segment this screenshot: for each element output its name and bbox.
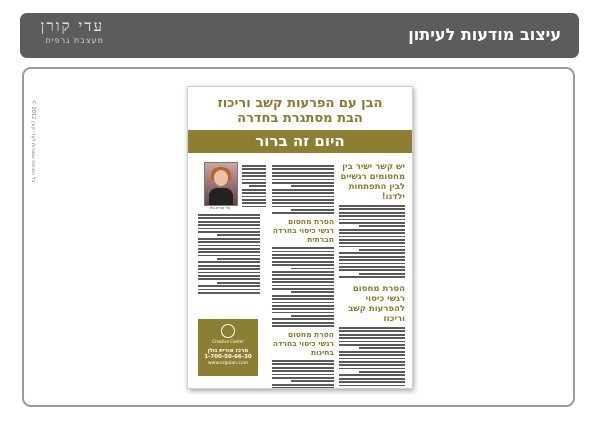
text-line xyxy=(272,264,334,266)
text-line xyxy=(339,327,405,329)
text-line xyxy=(198,261,260,263)
text-line xyxy=(242,179,266,181)
text-line xyxy=(339,252,405,254)
text-line xyxy=(339,364,405,366)
text-line xyxy=(339,208,405,210)
middle-body-text-2 xyxy=(272,247,334,327)
text-line xyxy=(242,172,266,174)
ad-title-line-2: הבת מסתגרת בחדרה xyxy=(237,111,363,126)
text-line xyxy=(359,225,405,227)
ad-left-column xyxy=(198,211,260,295)
text-line xyxy=(272,285,334,287)
header-bar xyxy=(20,13,579,58)
text-line xyxy=(339,266,405,268)
text-line xyxy=(272,367,334,369)
right-body-text-2 xyxy=(339,327,405,389)
photo-caption: עדי אורית גולן xyxy=(209,206,231,210)
text-line xyxy=(198,278,260,280)
text-line xyxy=(272,196,334,198)
text-line xyxy=(272,189,334,191)
text-line xyxy=(339,341,405,343)
text-line xyxy=(339,263,405,265)
text-line xyxy=(198,251,260,253)
text-line xyxy=(339,344,405,346)
text-line xyxy=(198,275,260,277)
left-side-text xyxy=(242,165,266,207)
copyright-text: © כל הזכויות שמורות לעדי קורן 2012 xyxy=(30,100,36,183)
text-line xyxy=(359,249,405,251)
right-body-text-1 xyxy=(339,205,405,278)
text-line xyxy=(339,385,405,387)
text-line xyxy=(198,289,260,291)
text-line xyxy=(272,212,334,214)
newspaper-ad[interactable] xyxy=(187,86,413,389)
text-line xyxy=(198,238,260,240)
text-line xyxy=(272,182,334,184)
text-line xyxy=(198,214,260,216)
text-line xyxy=(272,199,334,201)
text-line xyxy=(272,254,334,256)
text-line xyxy=(272,247,334,249)
text-line xyxy=(272,257,334,259)
middle-body-text-1 xyxy=(272,165,334,214)
text-line xyxy=(272,322,334,324)
text-line xyxy=(217,258,260,260)
text-line xyxy=(339,330,405,332)
text-line xyxy=(242,189,266,191)
text-line xyxy=(272,295,334,297)
text-line xyxy=(272,165,334,167)
text-line xyxy=(242,165,266,167)
text-line xyxy=(272,377,334,379)
brand-logo[interactable] xyxy=(34,17,104,46)
text-line xyxy=(272,308,334,310)
logo-subtitle: מעצבת גרפית xyxy=(45,36,104,45)
text-line xyxy=(291,268,334,270)
text-line xyxy=(217,234,260,236)
text-line xyxy=(272,202,334,204)
text-line xyxy=(359,347,405,349)
right-subheading: הסרת מחסום רגשי כיסוי להפרעות קשב וריכוז xyxy=(348,284,405,324)
ad-title xyxy=(188,96,412,126)
text-line xyxy=(242,175,266,177)
text-line xyxy=(272,318,334,320)
ad-title-line-1: הבן עם הפרעות קשב וריכוז xyxy=(217,96,383,111)
text-line xyxy=(339,215,405,217)
text-line xyxy=(339,246,405,248)
text-line xyxy=(339,212,405,214)
text-line xyxy=(339,361,405,363)
contact-brand: Creative Center xyxy=(212,339,244,344)
text-line xyxy=(242,206,266,208)
text-line xyxy=(291,209,334,211)
text-line xyxy=(272,370,334,372)
text-line xyxy=(272,172,334,174)
center-logo-icon xyxy=(221,324,235,338)
text-line xyxy=(198,231,260,233)
text-line xyxy=(272,206,334,208)
middle-body-text-3 xyxy=(272,360,334,389)
text-line xyxy=(339,239,405,241)
text-line xyxy=(339,276,405,278)
text-line xyxy=(217,282,260,284)
text-line xyxy=(242,192,266,194)
text-line xyxy=(339,229,405,231)
text-line xyxy=(242,182,266,184)
text-line xyxy=(242,168,266,170)
text-line xyxy=(272,179,334,181)
text-line xyxy=(339,381,405,383)
text-line xyxy=(198,224,260,226)
text-line xyxy=(272,168,334,170)
text-line xyxy=(359,371,405,373)
text-line xyxy=(339,269,405,271)
text-line xyxy=(339,334,405,336)
text-line xyxy=(272,360,334,362)
ad-band: היום זה ברור xyxy=(188,130,412,153)
text-line xyxy=(198,292,260,294)
contact-name: מרכז אורית גולן xyxy=(207,348,249,354)
page-title: עיצוב מודעות לעיתון xyxy=(408,25,561,44)
text-line xyxy=(198,217,260,219)
text-line xyxy=(198,228,260,230)
text-line xyxy=(339,388,405,389)
logo-name: עדי קורן xyxy=(40,17,104,35)
text-line xyxy=(272,192,334,194)
ad-left-text xyxy=(242,162,266,209)
text-line xyxy=(339,256,405,258)
text-line xyxy=(339,242,405,244)
text-line xyxy=(198,241,260,243)
ad-middle-column xyxy=(272,162,334,389)
text-line xyxy=(339,374,405,376)
text-line xyxy=(272,288,334,290)
text-line xyxy=(272,281,334,283)
text-line xyxy=(272,278,334,280)
text-line xyxy=(272,302,334,304)
text-line xyxy=(198,221,260,223)
text-line xyxy=(198,285,260,287)
text-line xyxy=(242,196,266,198)
text-line xyxy=(339,378,405,380)
text-line xyxy=(272,175,334,177)
text-line xyxy=(339,337,405,339)
text-line xyxy=(272,384,334,386)
text-line xyxy=(339,219,405,221)
text-line xyxy=(198,248,260,250)
text-line xyxy=(272,325,334,327)
text-line xyxy=(339,351,405,353)
text-line xyxy=(339,205,405,207)
ad-right-column xyxy=(339,162,405,389)
text-line xyxy=(339,358,405,360)
text-line xyxy=(198,245,260,247)
text-line xyxy=(272,387,334,389)
text-line xyxy=(249,185,266,187)
text-line xyxy=(291,315,334,317)
text-line xyxy=(291,185,334,187)
text-line xyxy=(291,380,334,382)
text-line xyxy=(339,222,405,224)
contact-website: www.orgolan.com xyxy=(207,361,249,366)
text-line xyxy=(339,259,405,261)
text-line xyxy=(198,268,260,270)
text-line xyxy=(272,374,334,376)
text-line xyxy=(339,368,405,370)
text-line xyxy=(272,298,334,300)
text-line xyxy=(272,274,334,276)
right-heading: יש קשר ישיר בין מחסומים רגשיים לבין התפתחות ילדנו! xyxy=(340,162,405,202)
middle-heading-1: הסרת מחסום רגשי כיסוי בחרדה חברתית xyxy=(272,217,334,245)
portrait-photo xyxy=(204,162,238,206)
text-line xyxy=(242,202,266,204)
text-line xyxy=(272,261,334,263)
left-body-text xyxy=(198,214,260,294)
middle-heading-2: הסרת מחסום רגשי כיסוי בחרדה בחינות xyxy=(272,330,334,358)
text-line xyxy=(272,251,334,253)
text-line xyxy=(272,312,334,314)
text-line xyxy=(272,271,334,273)
text-line xyxy=(359,273,405,275)
text-line xyxy=(198,265,260,267)
text-line xyxy=(339,354,405,356)
text-line xyxy=(291,291,334,293)
text-line xyxy=(339,236,405,238)
contact-phone: 1-700-50-66-30 xyxy=(204,354,252,360)
text-line xyxy=(198,272,260,274)
text-line xyxy=(272,305,334,307)
text-line xyxy=(198,255,260,257)
text-line xyxy=(242,199,266,201)
text-line xyxy=(272,363,334,365)
text-line xyxy=(339,232,405,234)
copyright-note xyxy=(26,100,36,260)
contact-box xyxy=(198,319,258,376)
